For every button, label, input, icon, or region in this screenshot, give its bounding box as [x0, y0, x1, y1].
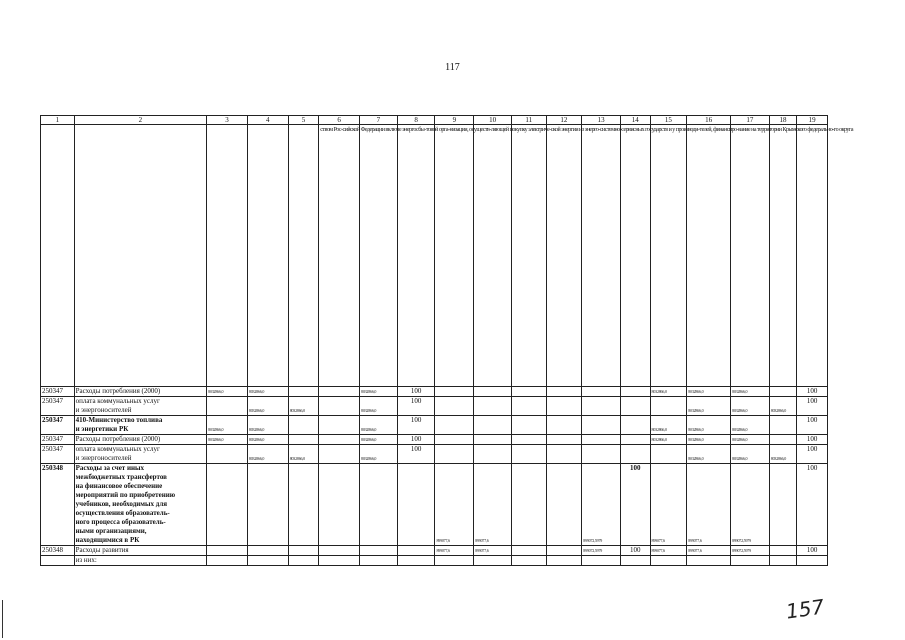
value-cell-c17: 8032866,0 [731, 387, 770, 397]
value-cell-c14 [620, 387, 650, 397]
table-row [41, 397, 828, 416]
value-cell-c18: 8032866,0 [769, 397, 797, 416]
value-cell-c14 [620, 397, 650, 416]
empty-cell [511, 556, 546, 566]
column-number-cell: 7 [360, 116, 398, 125]
column-number-cell: 4 [247, 116, 288, 125]
value-cell-c3: 8032866,0 [207, 416, 248, 435]
name-line: на финансовое обеспечение [75, 482, 163, 490]
value-cell-c19: 100 [797, 464, 828, 546]
value-cell-c10 [474, 556, 512, 566]
value-cell-c7: 8032866,0 [360, 445, 398, 464]
page-number: 117 [445, 62, 460, 73]
name-line: Расходы потребления (2000) [75, 435, 161, 443]
value-cell-c5: 8032866,0 [288, 397, 319, 416]
column-number-cell: 18 [769, 116, 797, 125]
code-cell: 250347 [41, 416, 75, 435]
value-cell-c10 [474, 445, 512, 464]
value-cell-c10: 899077,6 [474, 546, 512, 556]
name-line: и энергетики РК [75, 425, 129, 433]
column-number-cell: 12 [546, 116, 582, 125]
name-line: и энергоносителей [75, 454, 132, 462]
value-cell-c18 [769, 387, 797, 397]
column-number-cell: 15 [650, 116, 687, 125]
value-cell-c4 [247, 464, 288, 546]
column-number-cell: 3 [207, 116, 248, 125]
name-line: оплата коммунальных услуг [75, 445, 160, 453]
name-line: ного процесса образователь- [75, 518, 166, 526]
value-cell-c18 [769, 464, 797, 546]
value-cell-c13 [582, 416, 621, 435]
value-cell-c19: 100 [797, 435, 828, 445]
column-number-cell: 8 [397, 116, 435, 125]
value-cell-c17: 8032866,0 [731, 435, 770, 445]
value-cell-c17: 8032866,0 [731, 397, 770, 416]
value-cell-c15: 8032866,0 [650, 435, 687, 445]
value-cell-c15: 899077,6 [650, 464, 687, 546]
value-cell-c9 [435, 397, 474, 416]
value-cell-c13 [582, 397, 621, 416]
value-cell-c5 [288, 556, 319, 566]
value-cell-c10 [474, 387, 512, 397]
continuation-text-cell: ством Рос-сийской Федерации включе энергосбы-товой орга-низации, осуществ-ляющей покупку электриче-ской энергии из энерго-системно-сервисных государств и у производи-телей, финансиро-вание на территории Крымского федерально-го округа [319, 125, 360, 387]
value-cell-c9 [435, 435, 474, 445]
name-line: Расходы потребления (2000) [75, 387, 161, 395]
value-cell-c4 [247, 546, 288, 556]
value-cell-c17: 899072,5979 [731, 464, 770, 546]
empty-cell [319, 397, 360, 416]
value-cell-c8 [397, 556, 435, 566]
value-cell-c19: 100 [797, 416, 828, 435]
name-cell [74, 464, 207, 546]
value-cell-c8: 100 [397, 397, 435, 416]
value-cell-c14 [620, 556, 650, 566]
column-number-cell: 6 [319, 116, 360, 125]
name-line: Расходы за счет иных [75, 464, 145, 472]
empty-cell [546, 387, 582, 397]
empty-cell [546, 416, 582, 435]
value-cell-c18 [769, 546, 797, 556]
value-cell-c15: 8032866,0 [650, 387, 687, 397]
value-cell-c3: 8032866,0 [207, 387, 248, 397]
value-cell-c13 [582, 445, 621, 464]
name-cell [74, 387, 207, 397]
table-row [41, 387, 828, 397]
name-cell [74, 546, 207, 556]
name-cell [74, 397, 207, 416]
value-cell-c13 [582, 387, 621, 397]
empty-cell [546, 435, 582, 445]
name-cell [74, 435, 207, 445]
name-line: 410-Министерство топлива [75, 416, 163, 424]
empty-cell [511, 397, 546, 416]
column-number-cell: 10 [474, 116, 512, 125]
value-cell-c8 [397, 464, 435, 546]
empty-cell [319, 435, 360, 445]
column-number-cell: 16 [687, 116, 731, 125]
value-cell-c17: 8032866,0 [731, 445, 770, 464]
value-cell-c10: 899077,6 [474, 464, 512, 546]
value-cell-c14 [620, 435, 650, 445]
value-cell-c5 [288, 416, 319, 435]
value-cell-c13 [582, 556, 621, 566]
code-cell [41, 125, 75, 387]
column-number-cell: 11 [511, 116, 546, 125]
name-line: межбюджетных трансфертов [75, 473, 167, 481]
empty-cell [546, 464, 582, 546]
value-cell-c10 [474, 435, 512, 445]
value-cell-c8: 100 [397, 435, 435, 445]
value-cell-c15 [650, 556, 687, 566]
empty-cell [319, 387, 360, 397]
column-number-row [41, 116, 828, 125]
name-line: Расходы развития [75, 546, 129, 554]
value-cell-c5 [288, 435, 319, 445]
value-cell-c15: 899077,6 [650, 546, 687, 556]
value-cell-c5: 8032866,0 [288, 445, 319, 464]
value-cell-c3 [207, 445, 248, 464]
code-cell: 250348 [41, 464, 75, 546]
value-cell-c14: 100 [620, 464, 650, 546]
value-cell-c9 [435, 416, 474, 435]
value-cell-c7: 8032866,0 [360, 397, 398, 416]
table-row [41, 464, 828, 546]
value-cell-c5 [288, 387, 319, 397]
empty-cell [511, 464, 546, 546]
empty-cell [319, 546, 360, 556]
value-cell-c10 [474, 416, 512, 435]
code-cell: 250347 [41, 387, 75, 397]
value-cell-c16: 8032866,0 [687, 387, 731, 397]
value-cell-c16: 899077,6 [687, 546, 731, 556]
value-cell-c18 [769, 435, 797, 445]
table-row [41, 435, 828, 445]
left-edge-mark [2, 600, 3, 638]
value-cell-c19: 100 [797, 387, 828, 397]
value-cell-c15: 8032866,0 [650, 416, 687, 435]
empty-cell [319, 445, 360, 464]
column-number-cell: 19 [797, 116, 828, 125]
value-cell-c7: 8032866,0 [360, 416, 398, 435]
empty-cell [546, 546, 582, 556]
name-line: учебников, необходимых для [75, 500, 168, 508]
empty-cell [546, 556, 582, 566]
value-cell-c18 [769, 416, 797, 435]
name-line: из них: [75, 556, 97, 564]
table-row [41, 445, 828, 464]
table-row [41, 416, 828, 435]
name-cell [74, 445, 207, 464]
table-row [41, 556, 828, 566]
name-line: осуществления образователь- [75, 509, 170, 517]
value-cell-c4: 8032866,0 [247, 435, 288, 445]
value-cell-c9 [435, 556, 474, 566]
column-number-cell: 9 [435, 116, 474, 125]
column-number-cell: 2 [74, 116, 207, 125]
value-cell-c15 [650, 445, 687, 464]
name-line: оплата коммунальных услуг [75, 397, 160, 405]
value-cell-c3 [207, 556, 248, 566]
empty-cell [511, 387, 546, 397]
value-cell-c16: 8032866,0 [687, 435, 731, 445]
value-cell-c4: 8032866,0 [247, 387, 288, 397]
value-cell-c16 [687, 556, 731, 566]
value-cell-c8 [397, 546, 435, 556]
value-cell-c4: 8032866,0 [247, 397, 288, 416]
value-cell-c18: 8032866,0 [769, 445, 797, 464]
name-line: мероприятий по приобретению [75, 491, 176, 499]
value-cell-c8: 100 [397, 387, 435, 397]
table-row [41, 546, 828, 556]
name-line: находящимися в РК [75, 536, 140, 544]
value-cell-c9: 899077,6 [435, 464, 474, 546]
value-cell-c5 [288, 546, 319, 556]
column-number-cell: 17 [731, 116, 770, 125]
value-cell-c17 [731, 556, 770, 566]
empty-cell [546, 397, 582, 416]
empty-cell [546, 445, 582, 464]
value-cell-c19: 100 [797, 445, 828, 464]
empty-cell [319, 556, 360, 566]
name-cell [74, 416, 207, 435]
empty-cell [511, 416, 546, 435]
empty-cell [511, 445, 546, 464]
value-cell-c8: 100 [397, 416, 435, 435]
value-cell-c8: 100 [397, 445, 435, 464]
name-cell [74, 556, 207, 566]
value-cell-c13: 899072,5979 [582, 546, 621, 556]
value-cell-c13 [582, 435, 621, 445]
value-cell-c16: 8032866,0 [687, 445, 731, 464]
value-cell-c7 [360, 464, 398, 546]
value-cell-c16: 8032866,0 [687, 416, 731, 435]
value-cell-c4: 8032866,0 [247, 416, 288, 435]
value-cell-c14 [620, 445, 650, 464]
value-cell-c10 [474, 397, 512, 416]
empty-cell [319, 464, 360, 546]
value-cell-c7: 8032866,0 [360, 435, 398, 445]
value-cell-c7 [360, 546, 398, 556]
value-cell-c4 [247, 556, 288, 566]
column-number-cell: 5 [288, 116, 319, 125]
value-cell-c3: 8032866,0 [207, 435, 248, 445]
code-cell: 250347 [41, 435, 75, 445]
code-cell: 250347 [41, 445, 75, 464]
value-cell-c18 [769, 556, 797, 566]
name-line: и энергоносителей [75, 406, 132, 414]
value-cell-c9 [435, 387, 474, 397]
value-cell-c4: 8032866,0 [247, 445, 288, 464]
value-cell-c3 [207, 546, 248, 556]
code-cell: 250348 [41, 546, 75, 556]
column-number-cell: 13 [582, 116, 621, 125]
empty-cell [511, 546, 546, 556]
column-number-cell: 1 [41, 116, 75, 125]
value-cell-c3 [207, 464, 248, 546]
name-cell [74, 125, 207, 387]
continuation-row [41, 125, 828, 387]
handwritten-page-number: 157 [784, 594, 826, 624]
value-cell-c5 [288, 464, 319, 546]
name-line: ными организациями, [75, 527, 147, 535]
empty-cell [511, 435, 546, 445]
value-cell-c3 [207, 397, 248, 416]
value-cell-c14 [620, 416, 650, 435]
value-cell-c16: 8032866,0 [687, 397, 731, 416]
value-cell-c9 [435, 445, 474, 464]
value-cell-c16: 899077,6 [687, 464, 731, 546]
value-cell-c17: 8032866,0 [731, 416, 770, 435]
value-cell-c7: 8032866,0 [360, 387, 398, 397]
column-number-cell: 14 [620, 116, 650, 125]
value-cell-c7 [360, 556, 398, 566]
value-cell-c14: 100 [620, 546, 650, 556]
value-cell-c13: 899072,5979 [582, 464, 621, 546]
value-cell-c17: 899072,5979 [731, 546, 770, 556]
value-cell-c15 [650, 397, 687, 416]
value-cell-c19: 100 [797, 397, 828, 416]
value-cell-c19: 100 [797, 546, 828, 556]
code-cell: 250347 [41, 397, 75, 416]
value-cell-c9: 899077,6 [435, 546, 474, 556]
empty-cell [319, 416, 360, 435]
budget-table [40, 115, 854, 566]
value-cell-c19 [797, 556, 828, 566]
code-cell [41, 556, 75, 566]
